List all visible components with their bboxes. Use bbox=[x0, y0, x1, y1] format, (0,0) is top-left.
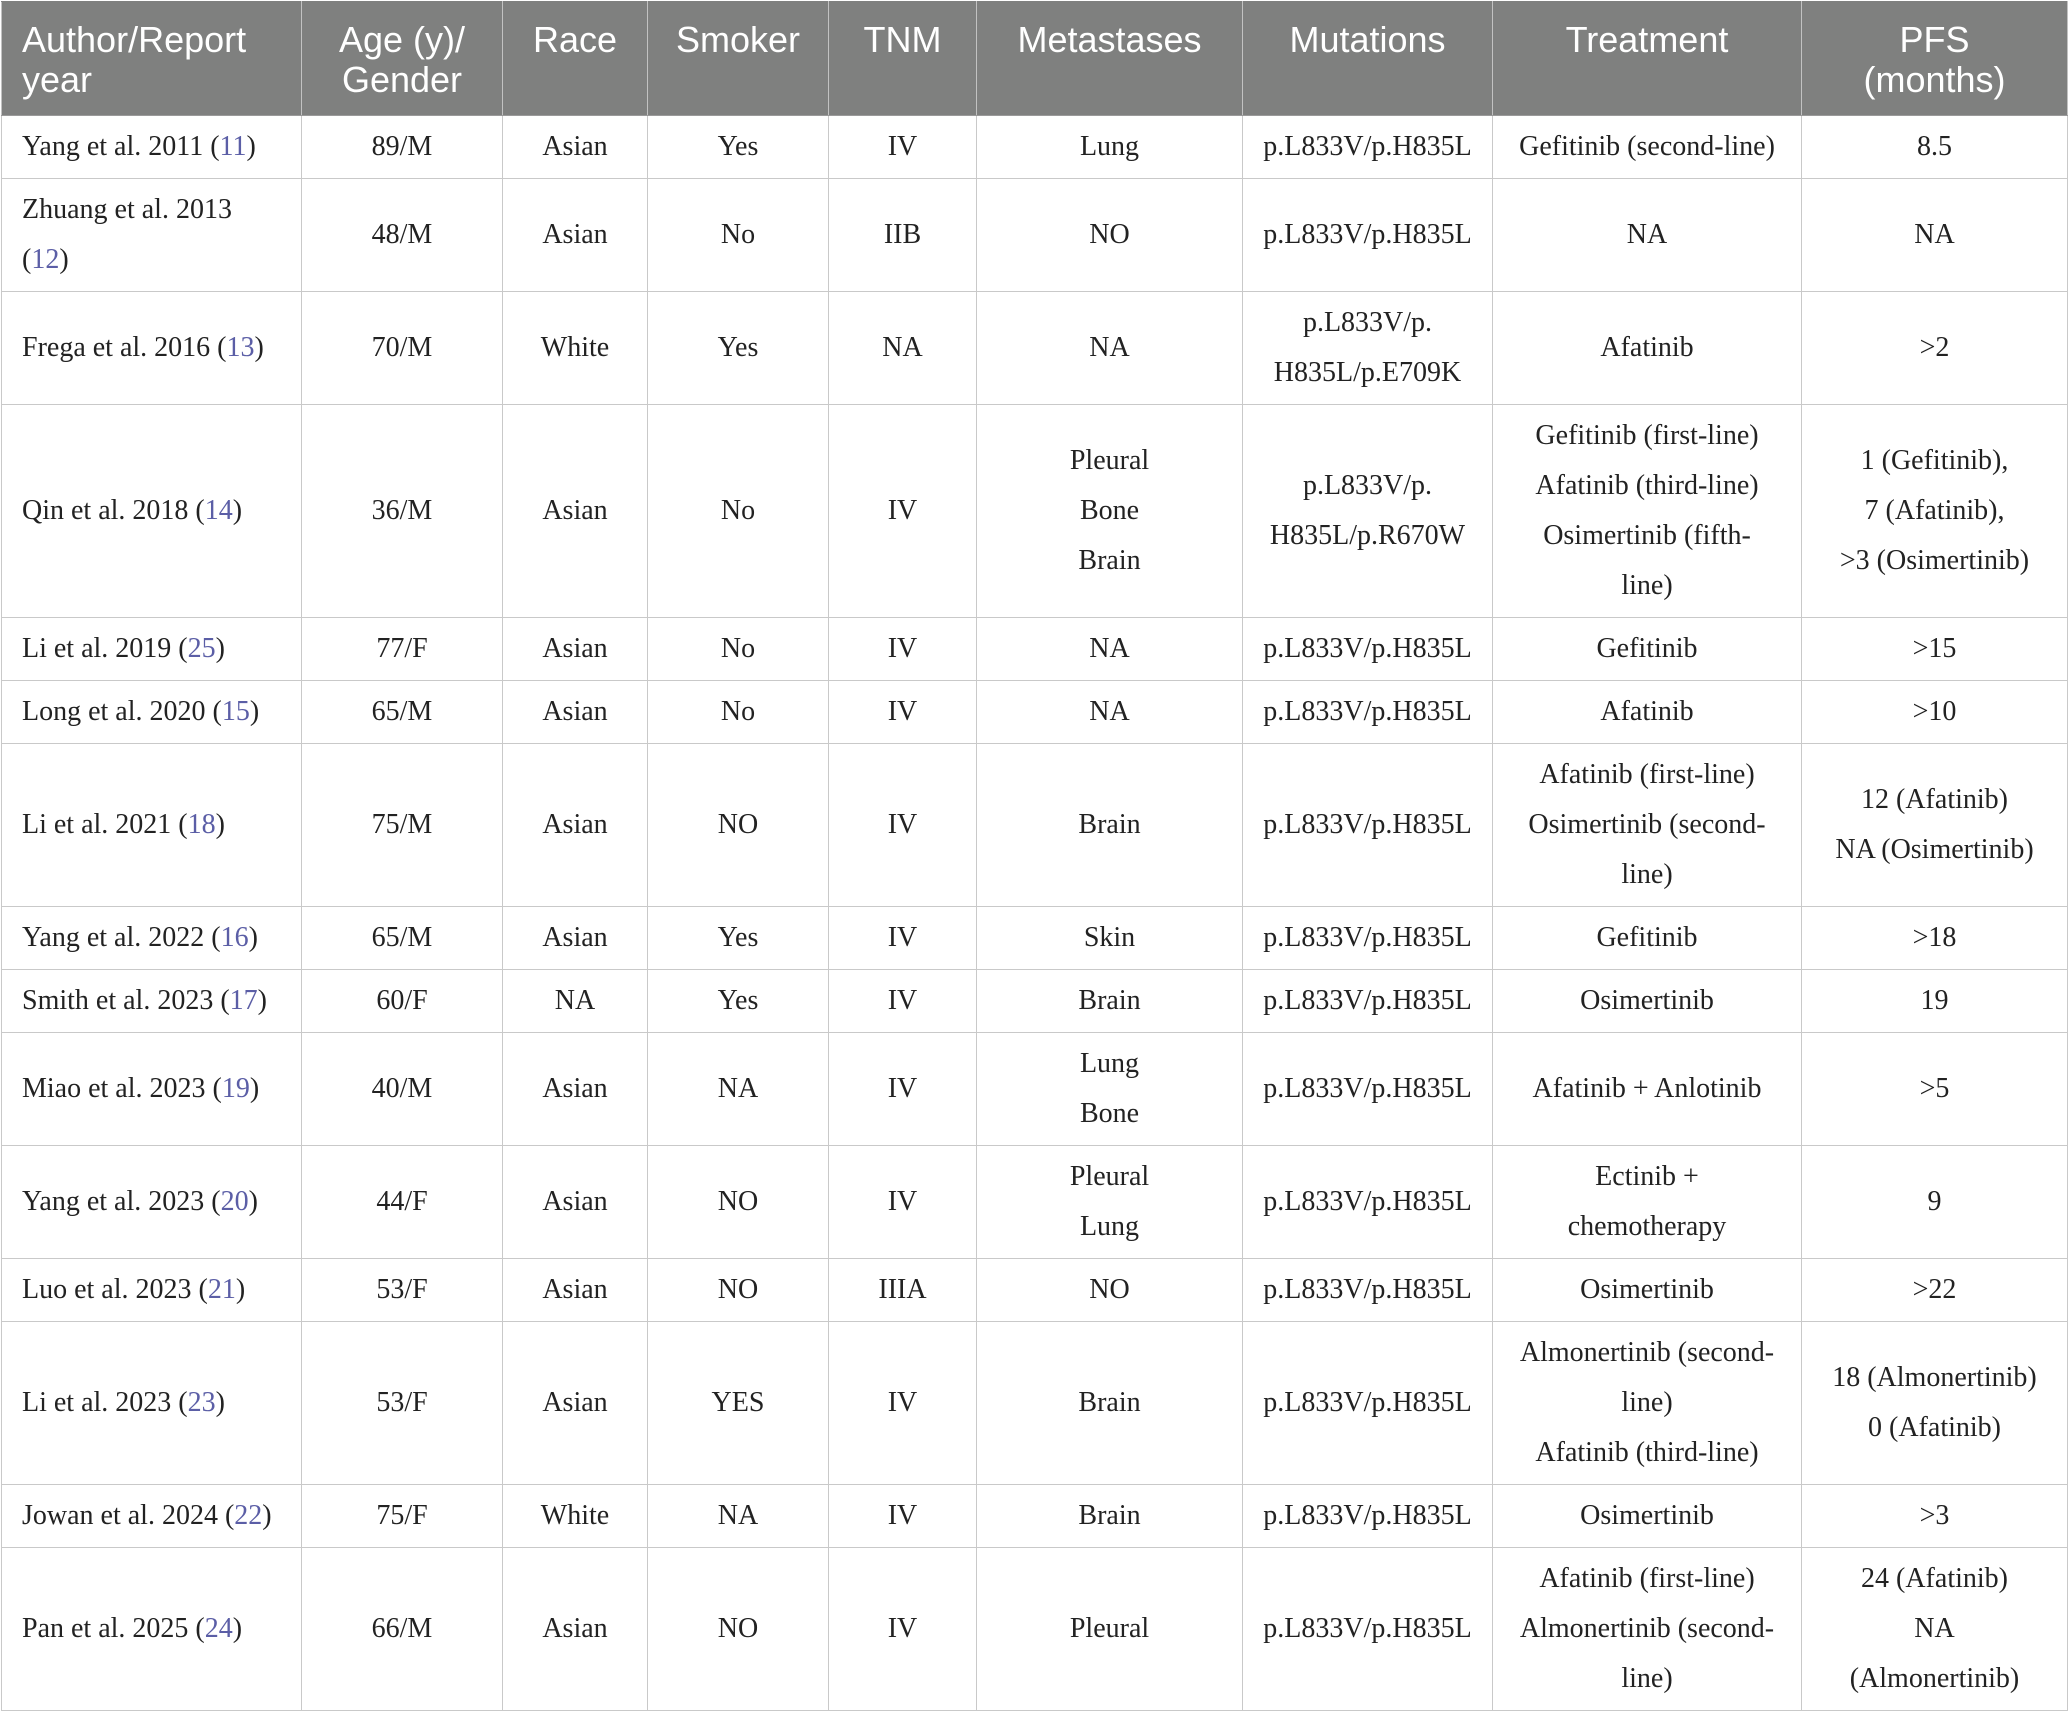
table-row bbox=[2, 681, 2068, 744]
cell-metastases: Brain bbox=[977, 1485, 1243, 1548]
column-header-race: Race bbox=[503, 2, 648, 116]
reference-link[interactable]: 24 bbox=[204, 1613, 233, 1644]
cell-author-year bbox=[2, 618, 302, 681]
cell-race: Asian bbox=[503, 1259, 648, 1322]
cell-pfs: >3 bbox=[1802, 1485, 2068, 1548]
cell-race: Asian bbox=[503, 907, 648, 970]
column-header-tnm: TNM bbox=[829, 2, 977, 116]
cell-smoker: NO bbox=[648, 1146, 829, 1259]
author-text: Luo et al. 2023 ( bbox=[22, 1274, 208, 1305]
cell-age-gender: 65/M bbox=[302, 907, 503, 970]
table-row bbox=[2, 744, 2068, 907]
cell-pfs: >15 bbox=[1802, 618, 2068, 681]
column-header-pfs: PFS (months) bbox=[1802, 2, 2068, 116]
closing-paren: ) bbox=[235, 1274, 246, 1305]
cell-smoker: NA bbox=[648, 1485, 829, 1548]
closing-paren: ) bbox=[262, 1500, 272, 1531]
cell-smoker: Yes bbox=[648, 292, 829, 405]
closing-paren: ) bbox=[59, 244, 69, 275]
cell-author-year bbox=[2, 1033, 302, 1146]
cell-metastases: Skin bbox=[977, 907, 1243, 970]
reference-link[interactable]: 23 bbox=[187, 1387, 216, 1418]
table-row bbox=[2, 1146, 2068, 1259]
table-header bbox=[2, 2, 2068, 116]
column-header-smoker: Smoker bbox=[648, 2, 829, 116]
author-text: Yang et al. 2022 ( bbox=[22, 922, 221, 953]
reference-link[interactable]: 14 bbox=[204, 495, 233, 526]
column-header-mutations: Mutations bbox=[1243, 2, 1493, 116]
cell-treatment: Gefitinib (second-line) bbox=[1493, 116, 1802, 179]
table-row bbox=[2, 292, 2068, 405]
cell-age-gender: 53/F bbox=[302, 1322, 503, 1485]
cell-age-gender: 60/F bbox=[302, 970, 503, 1033]
cell-metastases: Pleural Lung bbox=[977, 1146, 1243, 1259]
cell-race: Asian bbox=[503, 681, 648, 744]
author-text: Li et al. 2019 ( bbox=[22, 633, 188, 664]
cell-metastases: Lung bbox=[977, 116, 1243, 179]
cell-smoker: No bbox=[648, 618, 829, 681]
reference-link[interactable]: 15 bbox=[221, 696, 250, 727]
cell-author-year bbox=[2, 907, 302, 970]
cell-tnm: IIIA bbox=[829, 1259, 977, 1322]
cell-author-year bbox=[2, 292, 302, 405]
cell-pfs: >2 bbox=[1802, 292, 2068, 405]
column-header-age-gender: Age (y)/ Gender bbox=[302, 2, 503, 116]
closing-paren: ) bbox=[246, 131, 256, 162]
cell-smoker: Yes bbox=[648, 116, 829, 179]
cell-age-gender: 75/F bbox=[302, 1485, 503, 1548]
cell-pfs: >18 bbox=[1802, 907, 2068, 970]
cell-race: NA bbox=[503, 970, 648, 1033]
cell-tnm: IV bbox=[829, 1033, 977, 1146]
cell-author-year bbox=[2, 1322, 302, 1485]
reference-link[interactable]: 16 bbox=[220, 922, 249, 953]
author-text: Yang et al. 2023 ( bbox=[22, 1186, 221, 1217]
table-row bbox=[2, 1259, 2068, 1322]
author-text: Pan et al. 2025 ( bbox=[22, 1613, 205, 1644]
column-header-treatment: Treatment bbox=[1493, 2, 1802, 116]
cell-race: White bbox=[503, 292, 648, 405]
cell-tnm: IV bbox=[829, 116, 977, 179]
cell-age-gender: 44/F bbox=[302, 1146, 503, 1259]
cell-pfs: 1 (Gefitinib), 7 (Afatinib), >3 (Osimertinib) bbox=[1802, 405, 2068, 618]
cell-age-gender: 53/F bbox=[302, 1259, 503, 1322]
table-body bbox=[2, 116, 2068, 1711]
table-row bbox=[2, 1322, 2068, 1485]
reference-link[interactable]: 13 bbox=[226, 332, 255, 363]
cell-race: Asian bbox=[503, 116, 648, 179]
cell-tnm: IV bbox=[829, 618, 977, 681]
cell-pfs: 18 (Almonertinib) 0 (Afatinib) bbox=[1802, 1322, 2068, 1485]
cell-age-gender: 89/M bbox=[302, 116, 503, 179]
cell-metastases: Pleural bbox=[977, 1548, 1243, 1711]
cell-race: Asian bbox=[503, 179, 648, 292]
cell-mutations: p.L833V/p.H835L bbox=[1243, 1259, 1493, 1322]
cell-tnm: IV bbox=[829, 1322, 977, 1485]
cell-metastases: Brain bbox=[977, 970, 1243, 1033]
case-report-table bbox=[1, 1, 2068, 1711]
closing-paren: ) bbox=[257, 985, 267, 1016]
cell-treatment: Osimertinib bbox=[1493, 1485, 1802, 1548]
cell-smoker: No bbox=[648, 179, 829, 292]
cell-age-gender: 65/M bbox=[302, 681, 503, 744]
cell-treatment: Afatinib (first-line) Almonertinib (second- line) bbox=[1493, 1548, 1802, 1711]
author-text: Smith et al. 2023 ( bbox=[22, 985, 230, 1016]
cell-metastases: NA bbox=[977, 618, 1243, 681]
cell-treatment: Gefitinib (first-line) Afatinib (third-line) Osimertinib (fifth- line) bbox=[1493, 405, 1802, 618]
cell-tnm: IIB bbox=[829, 179, 977, 292]
cell-race: Asian bbox=[503, 1146, 648, 1259]
reference-link[interactable]: 22 bbox=[234, 1500, 263, 1531]
closing-paren: ) bbox=[248, 922, 258, 953]
cell-author-year bbox=[2, 1146, 302, 1259]
cell-pfs: 8.5 bbox=[1802, 116, 2068, 179]
cell-race: Asian bbox=[503, 1322, 648, 1485]
author-text: Yang et al. 2011 ( bbox=[22, 131, 220, 162]
closing-paren: ) bbox=[248, 1186, 258, 1217]
cell-race: White bbox=[503, 1485, 648, 1548]
cell-mutations: p.L833V/p.H835L bbox=[1243, 179, 1493, 292]
cell-treatment: Afatinib bbox=[1493, 681, 1802, 744]
cell-pfs: 9 bbox=[1802, 1146, 2068, 1259]
cell-smoker: No bbox=[648, 681, 829, 744]
cell-treatment: Afatinib (first-line) Osimertinib (second- line) bbox=[1493, 744, 1802, 907]
cell-smoker: Yes bbox=[648, 907, 829, 970]
cell-smoker: NA bbox=[648, 1033, 829, 1146]
author-text: Miao et al. 2023 ( bbox=[22, 1073, 222, 1104]
closing-paren: ) bbox=[254, 332, 264, 363]
cell-age-gender: 77/F bbox=[302, 618, 503, 681]
cell-pfs: 24 (Afatinib) NA (Almonertinib) bbox=[1802, 1548, 2068, 1711]
closing-paren: ) bbox=[232, 1613, 243, 1644]
cell-tnm: NA bbox=[829, 292, 977, 405]
cell-metastases: NA bbox=[977, 681, 1243, 744]
cell-mutations: p.L833V/p. H835L/p.E709K bbox=[1243, 292, 1493, 405]
cell-author-year bbox=[2, 116, 302, 179]
table-row bbox=[2, 1485, 2068, 1548]
cell-author-year bbox=[2, 405, 302, 618]
cell-mutations: p.L833V/p.H835L bbox=[1243, 1146, 1493, 1259]
table-row bbox=[2, 179, 2068, 292]
author-text: Li et al. 2021 ( bbox=[22, 809, 188, 840]
cell-age-gender: 40/M bbox=[302, 1033, 503, 1146]
cell-age-gender: 70/M bbox=[302, 292, 503, 405]
reference-link[interactable]: 18 bbox=[187, 809, 216, 840]
cell-tnm: IV bbox=[829, 744, 977, 907]
cell-tnm: IV bbox=[829, 405, 977, 618]
cell-author-year bbox=[2, 681, 302, 744]
cell-age-gender: 48/M bbox=[302, 179, 503, 292]
cell-metastases: Brain bbox=[977, 744, 1243, 907]
cell-mutations: p.L833V/p.H835L bbox=[1243, 681, 1493, 744]
cell-race: Asian bbox=[503, 744, 648, 907]
closing-paren: ) bbox=[249, 696, 260, 727]
cell-mutations: p.L833V/p.H835L bbox=[1243, 907, 1493, 970]
cell-pfs: 12 (Afatinib) NA (Osimertinib) bbox=[1802, 744, 2068, 907]
author-text: Li et al. 2023 ( bbox=[22, 1387, 188, 1418]
cell-metastases: NO bbox=[977, 1259, 1243, 1322]
closing-paren: ) bbox=[215, 809, 225, 840]
cell-metastases: NO bbox=[977, 179, 1243, 292]
cell-tnm: IV bbox=[829, 1485, 977, 1548]
cell-smoker: NO bbox=[648, 1259, 829, 1322]
cell-pfs: 19 bbox=[1802, 970, 2068, 1033]
closing-paren: ) bbox=[232, 495, 243, 526]
cell-author-year bbox=[2, 1548, 302, 1711]
cell-race: Asian bbox=[503, 618, 648, 681]
cell-smoker: NO bbox=[648, 744, 829, 907]
cell-treatment: NA bbox=[1493, 179, 1802, 292]
cell-treatment: Osimertinib bbox=[1493, 1259, 1802, 1322]
cell-mutations: p.L833V/p.H835L bbox=[1243, 1485, 1493, 1548]
reference-link[interactable]: 20 bbox=[220, 1186, 249, 1217]
cell-tnm: IV bbox=[829, 681, 977, 744]
author-text: Long et al. 2020 ( bbox=[22, 696, 222, 727]
reference-link[interactable]: 21 bbox=[207, 1274, 236, 1305]
reference-link[interactable]: 25 bbox=[187, 633, 216, 664]
cell-mutations: p.L833V/p. H835L/p.R670W bbox=[1243, 405, 1493, 618]
reference-link[interactable]: 11 bbox=[219, 131, 247, 162]
cell-mutations: p.L833V/p.H835L bbox=[1243, 1548, 1493, 1711]
author-text: Frega et al. 2016 ( bbox=[22, 332, 227, 363]
cell-age-gender: 66/M bbox=[302, 1548, 503, 1711]
author-text: Jowan et al. 2024 ( bbox=[22, 1500, 235, 1531]
cell-pfs: >5 bbox=[1802, 1033, 2068, 1146]
reference-link[interactable]: 19 bbox=[221, 1073, 250, 1104]
cell-age-gender: 36/M bbox=[302, 405, 503, 618]
cell-mutations: p.L833V/p.H835L bbox=[1243, 744, 1493, 907]
cell-tnm: IV bbox=[829, 1146, 977, 1259]
cell-mutations: p.L833V/p.H835L bbox=[1243, 1033, 1493, 1146]
author-text: Zhuang et al. 2013 ( bbox=[22, 194, 232, 275]
cell-treatment: Osimertinib bbox=[1493, 970, 1802, 1033]
cell-author-year bbox=[2, 1259, 302, 1322]
cell-pfs: NA bbox=[1802, 179, 2068, 292]
table-row bbox=[2, 1548, 2068, 1711]
cell-race: Asian bbox=[503, 405, 648, 618]
cell-metastases: Lung Bone bbox=[977, 1033, 1243, 1146]
cell-tnm: IV bbox=[829, 970, 977, 1033]
cell-age-gender: 75/M bbox=[302, 744, 503, 907]
cell-treatment: Afatinib + Anlotinib bbox=[1493, 1033, 1802, 1146]
cell-treatment: Ectinib + chemotherapy bbox=[1493, 1146, 1802, 1259]
cell-metastases: NA bbox=[977, 292, 1243, 405]
cell-tnm: IV bbox=[829, 1548, 977, 1711]
closing-paren: ) bbox=[249, 1073, 260, 1104]
author-text: Qin et al. 2018 ( bbox=[22, 495, 205, 526]
table-row bbox=[2, 618, 2068, 681]
table-row bbox=[2, 116, 2068, 179]
cell-smoker: No bbox=[648, 405, 829, 618]
closing-paren: ) bbox=[215, 633, 225, 664]
cell-race: Asian bbox=[503, 1548, 648, 1711]
cell-mutations: p.L833V/p.H835L bbox=[1243, 970, 1493, 1033]
reference-link[interactable]: 12 bbox=[31, 244, 60, 275]
cell-race: Asian bbox=[503, 1033, 648, 1146]
cell-treatment: Afatinib bbox=[1493, 292, 1802, 405]
cell-smoker: NO bbox=[648, 1548, 829, 1711]
table-row bbox=[2, 1033, 2068, 1146]
table-row bbox=[2, 405, 2068, 618]
table-row bbox=[2, 970, 2068, 1033]
column-header-author-year: Author/Report year bbox=[2, 2, 302, 116]
header-row bbox=[2, 2, 2068, 116]
cell-mutations: p.L833V/p.H835L bbox=[1243, 618, 1493, 681]
column-header-metastases: Metastases bbox=[977, 2, 1243, 116]
cell-treatment: Almonertinib (second- line) Afatinib (third-line) bbox=[1493, 1322, 1802, 1485]
cell-author-year bbox=[2, 970, 302, 1033]
cell-pfs: >22 bbox=[1802, 1259, 2068, 1322]
cell-author-year bbox=[2, 1485, 302, 1548]
cell-author-year bbox=[2, 179, 302, 292]
cell-author-year bbox=[2, 744, 302, 907]
cell-metastases: Brain bbox=[977, 1322, 1243, 1485]
cell-treatment: Gefitinib bbox=[1493, 907, 1802, 970]
cell-metastases: Pleural Bone Brain bbox=[977, 405, 1243, 618]
cell-mutations: p.L833V/p.H835L bbox=[1243, 1322, 1493, 1485]
reference-link[interactable]: 17 bbox=[229, 985, 258, 1016]
cell-pfs: >10 bbox=[1802, 681, 2068, 744]
closing-paren: ) bbox=[215, 1387, 225, 1418]
cell-smoker: YES bbox=[648, 1322, 829, 1485]
cell-treatment: Gefitinib bbox=[1493, 618, 1802, 681]
cell-mutations: p.L833V/p.H835L bbox=[1243, 116, 1493, 179]
cell-tnm: IV bbox=[829, 907, 977, 970]
table-row bbox=[2, 907, 2068, 970]
cell-smoker: Yes bbox=[648, 970, 829, 1033]
